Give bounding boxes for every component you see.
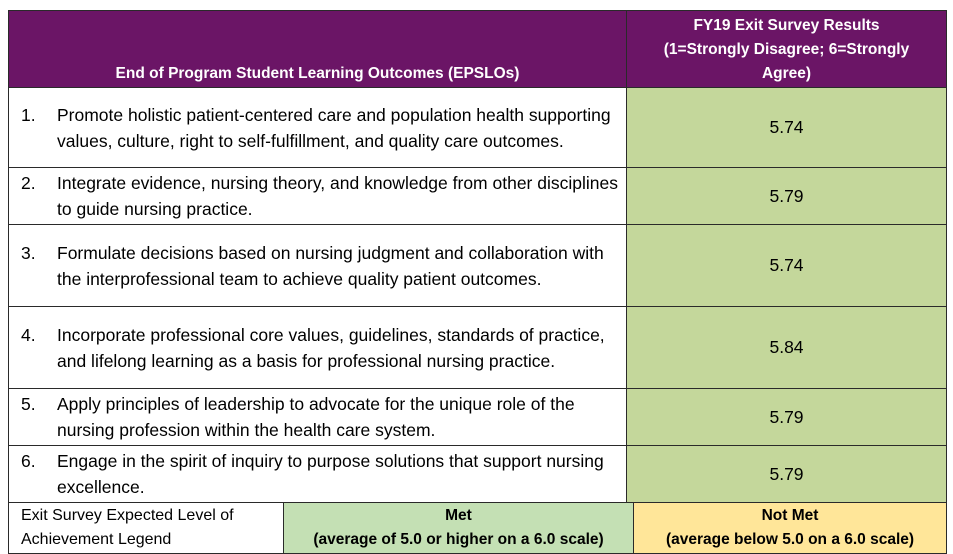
outcome-cell: [9, 307, 627, 389]
outcome-cell: [9, 225, 627, 307]
table-row: [9, 389, 947, 446]
outcome-text: Promote holistic patient-centered care and population health supporting values, culture, right to self-fulfillment, and quality care outcomes.: [57, 104, 611, 151]
table-row: [9, 225, 947, 307]
outcome-cell: [9, 88, 627, 168]
outcome-text: Formulate decisions based on nursing judgment and collaboration with the interprofessional team to achieve quality patient outcomes.: [57, 242, 604, 289]
results-table-container: [8, 10, 946, 554]
table-header-row: [9, 11, 947, 88]
outcome-cell: [9, 168, 627, 225]
results-header-line-3: Agree): [761, 65, 812, 82]
outcome-number: 2.: [21, 173, 36, 193]
legend-not-met-title: Not Met: [761, 507, 819, 524]
outcome-text: Apply principles of leadership to advocate for the unique role of the nursing profession within the health care system.: [57, 394, 575, 440]
results-column-header: [627, 11, 947, 88]
legend-met-title: Met: [445, 507, 472, 524]
score-cell: 5.74: [627, 225, 947, 307]
legend-not-met-cell: [634, 503, 947, 554]
outcome-text: Incorporate professional core values, guidelines, standards of practice, and lifelong learning as a basis for professional nursing practice.: [57, 324, 605, 371]
legend-label: Exit Survey Expected Level of Achievement Legend: [9, 503, 284, 554]
outcome-text: Engage in the spirit of inquiry to purpose solutions that support nursing excellence.: [57, 451, 604, 497]
score-cell: 5.79: [627, 168, 947, 225]
score-cell: 5.79: [627, 446, 947, 503]
results-header-line-2: (1=Strongly Disagree; 6=Strongly: [663, 41, 910, 58]
score-cell: 5.79: [627, 389, 947, 446]
achievement-legend: [8, 502, 947, 554]
table-row: [9, 88, 947, 168]
legend-not-met-description: (average below 5.0 on a 6.0 scale): [665, 531, 915, 548]
table-row: [9, 307, 947, 389]
results-header-line-1: FY19 Exit Survey Results: [693, 17, 880, 34]
legend-met-description: (average of 5.0 or higher on a 6.0 scale): [313, 531, 604, 548]
legend-row: [9, 503, 947, 554]
table-row: [9, 168, 947, 225]
outcome-number: 6.: [21, 451, 36, 471]
outcome-text: Integrate evidence, nursing theory, and knowledge from other disciplines to guide nursing practice.: [57, 173, 618, 219]
outcome-cell: [9, 389, 627, 446]
legend-met-cell: [284, 503, 634, 554]
outcome-number: 5.: [21, 394, 36, 414]
outcome-number: 1.: [21, 104, 36, 125]
score-cell: 5.84: [627, 307, 947, 389]
outcome-cell: [9, 446, 627, 503]
outcome-number: 4.: [21, 324, 36, 345]
epslo-results-table: [8, 10, 947, 503]
score-cell: 5.74: [627, 88, 947, 168]
table-row: [9, 446, 947, 503]
outcome-number: 3.: [21, 242, 36, 263]
outcomes-column-header: End of Program Student Learning Outcomes (EPSLOs): [9, 11, 627, 88]
